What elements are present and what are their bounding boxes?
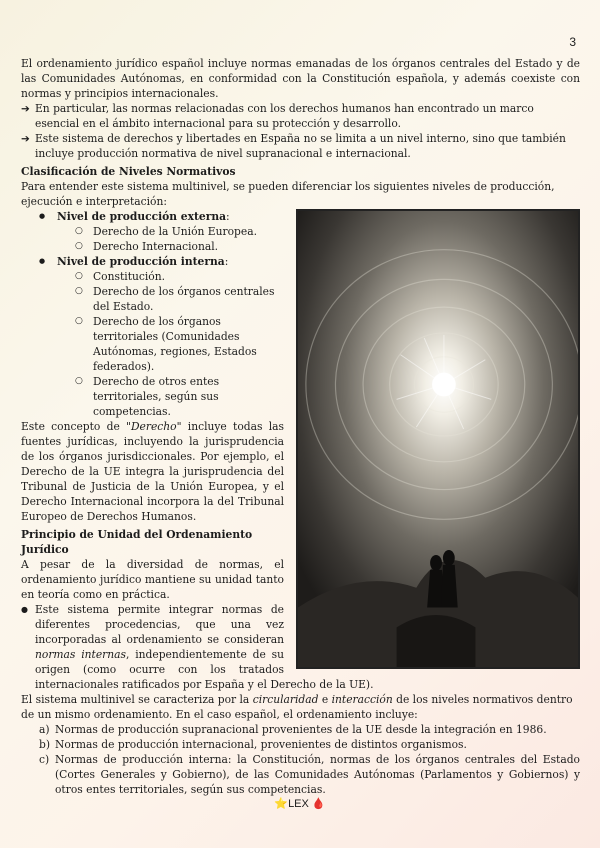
sublevel-item: ○ Derecho de los órganos centrales del Estado. <box>75 284 580 314</box>
closing-text: El sistema multinivel se caracteriza por la <box>21 693 253 706</box>
level-suffix: : <box>226 210 230 223</box>
ordenamiento-item <box>39 722 580 737</box>
sublevel-list <box>57 269 580 419</box>
arrow-icon: ➔ <box>21 132 30 145</box>
level-item <box>39 209 580 254</box>
bullet-italic: normas internas <box>35 648 127 661</box>
unidad-bullet-item <box>21 602 580 692</box>
item-text: Normas de producción internacional, provenientes de distintos organismos. <box>55 738 467 751</box>
item-text: Normas de producción interna: la Constitución, normas de los órganos centrales del Estado (Cortes Generales y Gobierno), de las Comunidades Autónomas (Parlamentos y Gobiernos) y otros entes territoriales, según sus competencias. <box>55 753 580 796</box>
item-label: a) <box>39 723 50 736</box>
footer-logo <box>0 797 600 810</box>
intro-arrow-item <box>21 101 580 131</box>
bullet-text: Este sistema permite integrar normas de diferentes procedencias, que una vez incorporadas al ordenamiento se consideran <box>35 603 284 646</box>
closing-text-rest: de los niveles normativos dentro de un mismo ordenamiento. En el caso español, el ordenamiento incluye: <box>21 693 573 721</box>
sublevel-item: ○ Constitución. <box>75 269 580 284</box>
sublevel-list <box>57 224 580 254</box>
concept-text: Este concepto de " <box>21 420 131 433</box>
closing-italic-2: interacción <box>331 693 393 706</box>
arrow-icon: ➔ <box>21 102 30 115</box>
item-text: Normas de producción supranacional provenientes de la UE desde la integración en 1986. <box>55 723 547 736</box>
sublevel-item: ○ Derecho de la Unión Europea. <box>75 224 580 239</box>
level-suffix: : <box>224 255 229 268</box>
page-number: 3 <box>569 35 576 49</box>
intro-arrow-item <box>21 131 580 161</box>
closing-paragraph <box>21 692 580 722</box>
drop-icon: 🩸 <box>311 798 326 810</box>
intro-arrow-text: En particular, las normas relacionadas con los derechos humanos han encontrado un marco esencial en el ámbito internacional para su protección y desarrollo. <box>35 102 534 130</box>
ordenamiento-item <box>39 752 580 797</box>
item-label: b) <box>39 738 51 751</box>
ordenamiento-item <box>39 737 580 752</box>
concept-italic: Derecho <box>130 420 177 433</box>
intro-arrow-text: Este sistema de derechos y libertades en España no se limita a un nivel interno, sino que también incluye producción normativa de nivel supranacional e internacional. <box>35 132 566 160</box>
sublevel-item: ○ Derecho de los órganos territoriales (Comunidades Autónomas, regiones, Estados federados). <box>75 314 580 374</box>
footer-text: LEX <box>288 798 309 810</box>
sublevel-item: ○ Derecho de otros entes territoriales, según sus competencias. <box>75 374 580 419</box>
level-label: Nivel de producción externa <box>57 210 227 223</box>
ordenamiento-list <box>21 722 580 797</box>
item-label: c) <box>39 753 50 766</box>
section-title-niveles: Clasificación de Niveles Normativos <box>21 165 236 178</box>
page-content <box>21 56 580 797</box>
unidad-bullet-list <box>21 602 580 692</box>
section1-lead: Para entender este sistema multinivel, se pueden diferenciar los siguientes niveles de producción, ejecución e interpretación: <box>21 180 555 208</box>
bullet-text-rest: , independientemente de su origen (como ocurre con los tratados internacionales ratificados por España y el Derecho de la UE). <box>35 648 374 691</box>
level-item <box>39 254 580 419</box>
section2-lead: A pesar de la diversidad de normas, el ordenamiento jurídico mantiene su unidad tanto en teoría como en práctica. <box>21 558 284 601</box>
closing-text-mid: e <box>318 693 332 706</box>
concept-text-rest: " incluye todas las fuentes jurídicas, incluyendo la jurisprudencia de los órganos jurisdiccionales. Por ejemplo, el Derecho de la UE integra la jurisprudencia del Tribunal de Justicia de la Unión Europea, y el Derecho Internacional incorpora la del Tribunal Europeo de Derechos Humanos. <box>21 420 284 523</box>
section-title-unidad: Principio de Unidad del Ordenamiento Jurídico <box>21 528 253 556</box>
intro-paragraph: El ordenamiento jurídico español incluye normas emanadas de los órganos centrales del Estado y de las Comunidades Autónomas, en conformidad con la Constitución española, y además coexiste con normas y principios internacionales. <box>21 57 580 100</box>
closing-italic-1: circularidad <box>252 693 319 706</box>
sublevel-item: ○ Derecho Internacional. <box>75 239 580 254</box>
levels-list <box>21 209 580 419</box>
level-label: Nivel de producción interna <box>57 255 225 268</box>
star-icon: ⭐ <box>274 798 289 810</box>
